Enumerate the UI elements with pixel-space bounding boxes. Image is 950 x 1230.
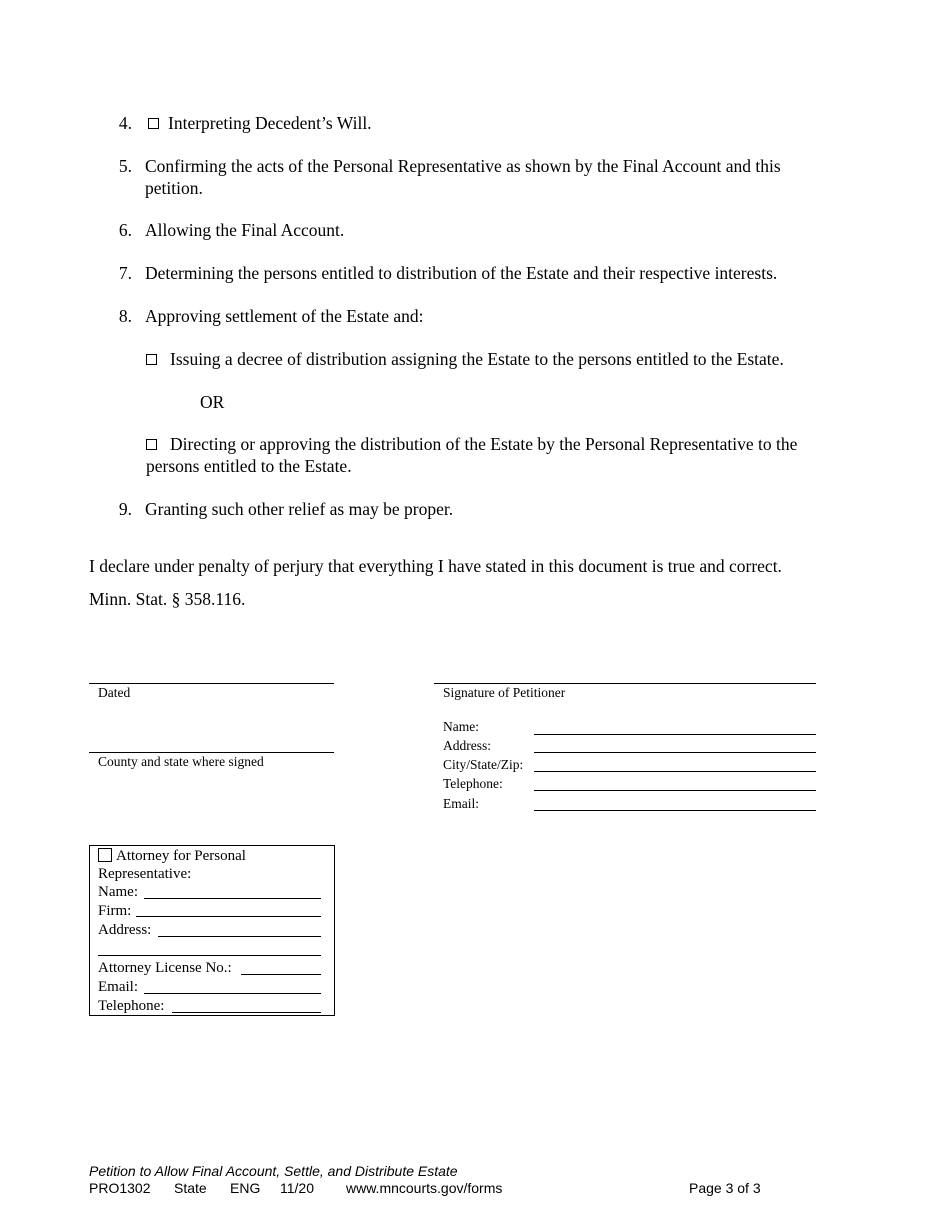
petitioner-city-field[interactable] [534, 771, 816, 772]
footer-form-id: PRO1302 [89, 1180, 151, 1196]
interpret-will-checkbox[interactable] [148, 118, 159, 129]
attorney-address-field-2[interactable] [98, 955, 321, 956]
attorney-box [89, 845, 335, 1016]
item-text: Determining the persons entitled to distribution of the Estate and their respective interests. [145, 263, 778, 283]
item-text: Interpreting Decedent’s Will. [168, 113, 372, 133]
option-direct [146, 433, 836, 477]
petitioner-telephone-field[interactable] [534, 790, 816, 791]
option-text: Issuing a decree of distribution assigning the Estate to the persons entitled to the Estate. [170, 349, 784, 369]
petitioner-city-label: City/State/Zip: [443, 757, 524, 772]
attorney-checkbox[interactable] [98, 848, 112, 862]
petitioner-name-field[interactable] [534, 734, 816, 735]
county-state-line[interactable] [89, 752, 334, 753]
footer-date: 11/20 [280, 1180, 314, 1196]
item-number: 5. [118, 156, 132, 176]
attorney-firm-label: Firm: [98, 903, 132, 919]
petitioner-email-label: Email: [443, 796, 479, 811]
attorney-checkbox-row [98, 847, 246, 865]
dated-label: Dated [98, 685, 131, 700]
footer-form-title: Petition to Allow Final Account, Settle, and Distribute Estate [89, 1163, 458, 1179]
item-number: 9. [118, 499, 132, 519]
petitioner-telephone-label: Telephone: [443, 776, 503, 791]
attorney-license-field[interactable] [241, 974, 321, 975]
attorney-name-field[interactable] [144, 898, 321, 899]
dated-line[interactable] [89, 683, 334, 684]
attorney-email-label: Email: [98, 979, 138, 995]
attorney-firm-field[interactable] [136, 916, 321, 917]
option-text: Directing or approving the distribution of the Estate by the Personal Representative to the persons entitled to the Estate. [146, 434, 798, 476]
petitioner-name-label: Name: [443, 719, 479, 734]
option-decree [146, 348, 784, 370]
petitioner-address-field[interactable] [534, 752, 816, 753]
item-text: Confirming the acts of the Personal Representative as shown by the Final Account and this petition. [145, 156, 781, 198]
item-text: Granting such other relief as may be proper. [145, 499, 454, 519]
attorney-telephone-field[interactable] [172, 1012, 321, 1013]
petitioner-address-label: Address: [443, 738, 491, 753]
footer-page-number: Page 3 of 3 [689, 1180, 761, 1196]
attorney-license-label: Attorney License No.: [98, 960, 232, 976]
declaration-text: I declare under penalty of perjury that everything I have stated in this document is true and correct. [89, 556, 782, 576]
item-number: 4. [118, 113, 132, 133]
attorney-email-field[interactable] [144, 993, 321, 994]
attorney-checkbox-label: Attorney for Personal [116, 848, 246, 864]
county-state-label: County and state where signed [98, 754, 264, 769]
item-text: Allowing the Final Account. [145, 220, 345, 240]
petitioner-email-field[interactable] [534, 810, 816, 811]
attorney-telephone-label: Telephone: [98, 998, 165, 1014]
item-number: 7. [118, 263, 132, 283]
attorney-address-label: Address: [98, 922, 152, 938]
statute-citation: Minn. Stat. § 358.116. [89, 589, 246, 609]
signature-label: Signature of Petitioner [443, 685, 566, 700]
decree-checkbox[interactable] [146, 354, 157, 365]
attorney-name-label: Name: [98, 884, 138, 900]
attorney-checkbox-label-2: Representative: [98, 866, 192, 882]
item-number: 6. [118, 220, 132, 240]
footer-url[interactable]: www.mncourts.gov/forms [346, 1180, 503, 1196]
footer-jurisdiction: State [174, 1180, 207, 1196]
item-text: Approving settlement of the Estate and: [145, 306, 424, 326]
direct-distribution-checkbox[interactable] [146, 439, 157, 450]
attorney-address-field[interactable] [158, 936, 321, 937]
footer-language: ENG [230, 1180, 261, 1196]
signature-line[interactable] [434, 683, 816, 684]
item-number: 8. [118, 306, 132, 326]
or-text: OR [200, 392, 225, 412]
